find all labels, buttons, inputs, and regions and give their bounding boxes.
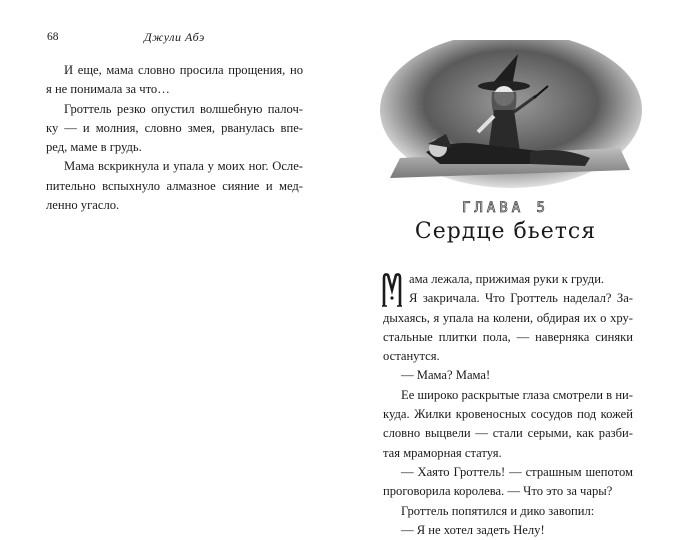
text-line: Мама вскрикнула и упала у моих ног. Осле- xyxy=(64,159,303,174)
chapter-title: Сердце бьется xyxy=(414,219,597,244)
text-line: ред, маме в грудь. xyxy=(46,140,142,155)
dropcap-ornament xyxy=(381,272,403,308)
left-page xyxy=(0,0,337,535)
text-line: словно выцвели — стали серыми, как разби- xyxy=(383,426,633,441)
text-line: я не понимала за что… xyxy=(46,82,170,97)
text-line: Гроттель попятился и дико завопил: xyxy=(401,503,595,518)
text-line: стальные плитки пола, — наверняка синяки xyxy=(383,329,633,344)
text-line: ленно угасло. xyxy=(46,198,120,213)
text-line: Гроттель резко опустил волшебную палоч- xyxy=(64,101,303,116)
text-line: — Хаято Гроттель! — страшным шепотом xyxy=(401,464,633,479)
right-page xyxy=(337,0,674,535)
running-title: Джули Абэ xyxy=(144,30,205,44)
text-line: — Я не хотел задеть Нелу! xyxy=(401,522,545,537)
text-line: Я закричала. Что Гроттель наделал? За- xyxy=(409,291,633,306)
text-line: дыхаясь, я упала на колени, обдирая их о хру- xyxy=(383,310,633,325)
running-head xyxy=(47,31,290,47)
text-line: проговорила королева. — Что это за чары? xyxy=(383,484,613,499)
left-body-text xyxy=(46,61,303,215)
text-line: Ее широко раскрытые глаза смотрели в ни- xyxy=(401,387,633,402)
text-line: тая мраморная статуя. xyxy=(383,445,502,460)
chapter-label: ГЛАВА 5 xyxy=(461,200,549,216)
chapter-illustration xyxy=(380,40,642,190)
text-line: — Мама? Мама! xyxy=(401,368,491,383)
text-line: останутся. xyxy=(383,349,440,364)
right-body-text xyxy=(383,270,633,540)
text-line: И еще, мама словно просила прощения, но xyxy=(64,63,303,77)
text-line: куда. Жилки кровеносных сосудов под кожей xyxy=(383,407,633,422)
text-line: ама лежала, прижимая руки к груди. xyxy=(409,272,605,286)
text-line: ку — и молния, словно змея, рванулась впе- xyxy=(46,120,303,135)
text-line: пительно вспыхнуло алмазное сияние и мед- xyxy=(46,178,303,193)
page-number: 68 xyxy=(47,31,59,43)
